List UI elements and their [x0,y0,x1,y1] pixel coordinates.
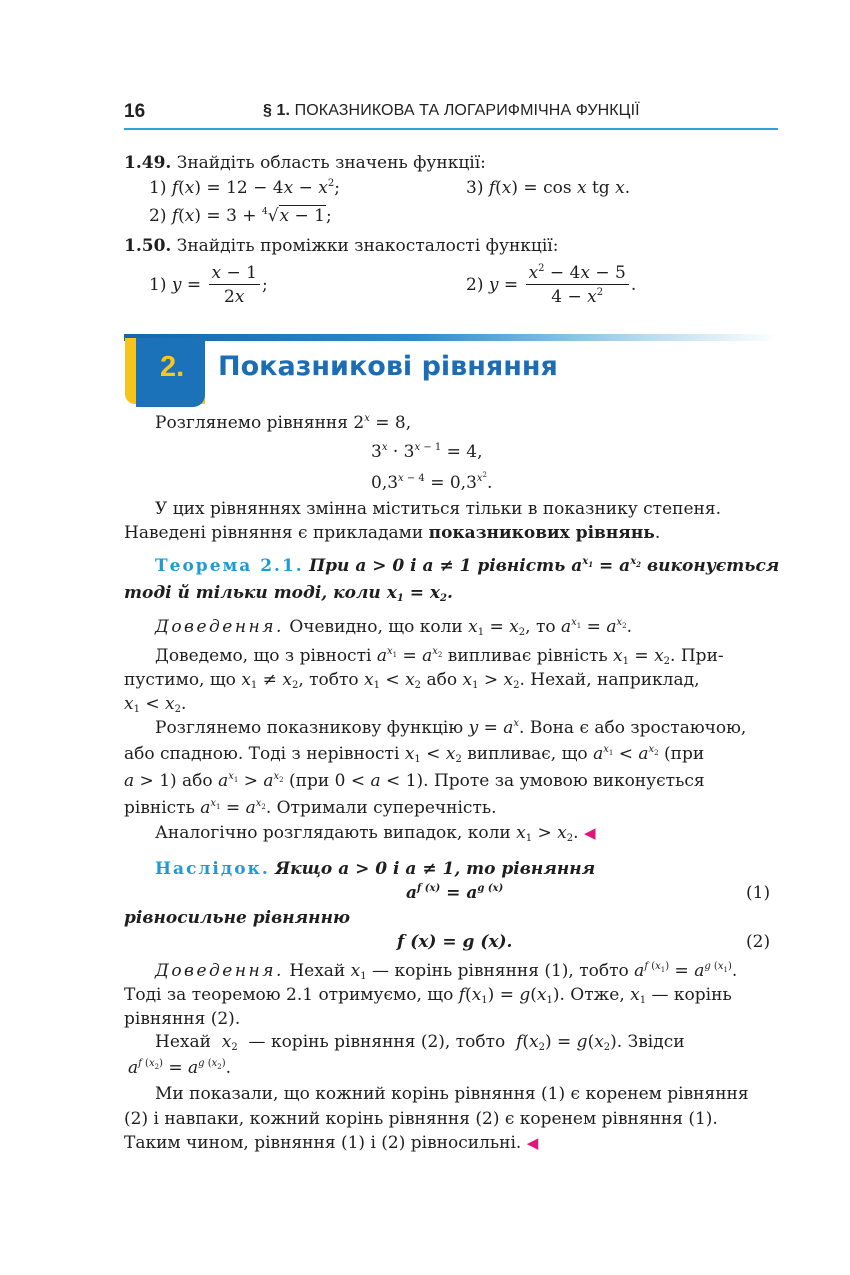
exercise-text: Знайдіть проміжки знакосталості функції: [176,236,559,256]
proof-text: Отримали суперечність. [276,798,497,818]
equation-1: $a^{f (x)} = a^{g (x)}$ [406,883,504,903]
example-equation-1: Розглянемо рівняння $2^x = 8$, [155,413,412,433]
theorem-2-1-cont: тоді й тільки тоді, коли $x_1 = x_2$. [124,583,453,604]
conclusion-text: Таким чином, рівняння (1) і (2) рівносильні. [124,1133,522,1153]
conclusion-line [124,1132,538,1154]
proof-text: Нехай [155,1032,211,1052]
proof-text: або [426,670,458,690]
proof-text: рівність [124,798,195,818]
corollary-text [124,907,350,929]
proof-label: Доведення. [155,617,284,637]
corollary [155,858,595,880]
proof-text: Нехай [289,961,346,981]
chapter-title: ПОКАЗНИКОВА ТА ЛОГАРИФМІЧНА ФУНКЦІЇ [294,102,640,119]
exercise-1-49-item-2: 2) f(x) = 3 + $^4$√x − 1; [149,206,332,226]
example-equation-2: $3^x \cdot 3^{x - 1} = 4$, [371,442,483,462]
proof-text: (при [664,744,705,764]
proof-text: (при [289,771,330,791]
proof-text: або спадною. Тоді з нерівності [124,744,400,764]
proof-text: Проте за умовою виконується [433,771,705,791]
end-of-proof-marker: ◀ [583,824,596,842]
section-number: 2. [160,351,185,383]
proof-line: Нехай $x_2$ — корінь рівняння (2), тобто $f(x_2) = g(x_2)$. Звідси [155,1032,685,1053]
proof-text: Тоді за теоремою 2.1 отримуємо, що [124,985,454,1005]
proof-line: Аналогічно розглядають випадок, коли $x_1 > x_2$. ◀ [155,823,596,844]
proof-line: рівняння (2). [124,1009,241,1029]
proof-line: пустимо, що $x_1 \ne x_2$, тобто $x_1 < x_2$ або $x_1 > x_2$. Нехай, наприклад, [124,670,700,691]
corollary-text: Якщо a > 0 і a ≠ 1, то рівняння [275,859,596,879]
page-number: 16 [124,101,146,122]
proof-text: або [182,771,213,791]
proof-text: тобто [309,670,359,690]
proof-text: Нехай, наприклад, [530,670,700,690]
proof-label: Доведення. [155,961,284,981]
definition-term: показникових рівнянь [428,523,655,543]
proof-text: пустимо, що [124,670,236,690]
proof-line: Доведення. Очевидно, що коли $x_1 = x_2$, то $a^{x_1} = a^{x_2}$. [155,617,632,638]
exercise-1-50 [124,235,558,257]
proof-text: то [535,617,556,637]
equivalent-text: рівносильне рівнянню [124,908,350,928]
proof-text: Доведемо, що з рівності [155,646,372,666]
exercise-1-49-item-3: 3) f(x) = cos x tg x. [466,178,631,198]
equation-2-number: (2) [746,932,771,952]
proof-text: — корінь [651,985,732,1005]
proof-text: Аналогічно розглядають випадок, коли [155,823,511,843]
proof-line: рівність $a^{x_1} = a^{x_2}$. Отримали суперечність. [124,798,497,818]
exercise-1-50-item-1: 1) y = $\frac{x - 1}{2x}$ ; [149,263,268,307]
section-title: Показникові рівняння [218,351,558,382]
proof-text: Очевидно, що коли [289,617,463,637]
proof-text: Отже, [570,985,625,1005]
exercise-number: 1.49. [124,153,172,173]
proof-line: Доведемо, що з рівності $a^{x_1} = a^{x_2}$ випливає рівність $x_1 = x_2$. При- [155,646,724,667]
proof-line: або спадною. Тоді з нерівності $x_1 < x_2$ випливає, що $a^{x_1} < a^{x_2}$ (при [124,744,705,765]
end-of-proof-marker: ◀ [526,1134,539,1152]
proof-line: Розглянемо показникову функцію $y = a^x$. Вона є або зростаючою, [155,718,747,738]
exercise-number: 1.50. [124,236,172,256]
exercise-1-50-item-2: 2) y = $\frac{x^2 - 4x - 5}{4 - x^2}$ . [466,263,637,307]
section-sign: § 1. [263,102,291,119]
proof-text: випливає, що [467,744,588,764]
proof-line: Доведення. Нехай $x_1$ — корінь рівняння (1), тобто $a^{f (x_1)} = a^{g (x_1)}$. [155,961,738,982]
paragraph-text: Наведені рівняння є прикладами [124,523,424,543]
theorem-label: Теорема 2.1. [155,556,304,576]
corollary-label: Наслідок. [155,859,270,879]
theorem-2-1: Теорема 2.1. При a > 0 і a ≠ 1 рівність $a^{x_1} = a^{x_2}$ виконується [155,556,780,576]
proof-text: Вона є або зростаючою, [529,718,747,738]
running-header [263,102,640,120]
paragraph-line: Наведені рівняння є прикладами показникових рівнянь. [124,523,661,543]
exercise-1-49 [124,152,486,174]
equation-2: f (x) = g (x). [397,932,513,952]
example-equation-3: $0,3^{x - 4} = 0,3^{x^2}$. [371,471,493,493]
proof-text: випливає рівність [447,646,608,666]
proof-text: — корінь рівняння (2), тобто [248,1032,506,1052]
exercise-text: Знайдіть область значень функції: [176,153,486,173]
section-banner [124,334,778,341]
conclusion-line: (2) і навпаки, кожний корінь рівняння (2) є коренем рівняння (1). [124,1109,718,1129]
proof-line: $a^{f (x_2)} = a^{g (x_2)}$. [128,1058,232,1078]
equation-1-number: (1) [746,883,771,903]
proof-text: — корінь рівняння (1), тобто [372,961,629,981]
proof-line: $x_1 < x_2$. [124,694,187,715]
exercise-1-49-item-1: 1) $f(x) = 12 - 4x - x^2$; [149,178,340,198]
proof-line: a > 1) або $a^{x_1} > a^{x_2}$ (при 0 < a < 1). Проте за умовою виконується [124,771,705,791]
header-rule [124,128,778,130]
conclusion-line: Ми показали, що кожний корінь рівняння (1) є коренем рівняння [155,1084,749,1104]
paragraph-line: У цих рівняннях змінна міститься тільки в показнику степеня. [155,499,721,519]
proof-line: Тоді за теоремою 2.1 отримуємо, що $f(x_1) = g(x_1)$. Отже, $x_1$ — корінь [124,985,732,1006]
proof-text: При- [680,646,724,666]
consider-text: Розглянемо рівняння [155,413,348,433]
proof-text: Звідси [627,1032,685,1052]
proof-text: Розглянемо показникову функцію [155,718,464,738]
